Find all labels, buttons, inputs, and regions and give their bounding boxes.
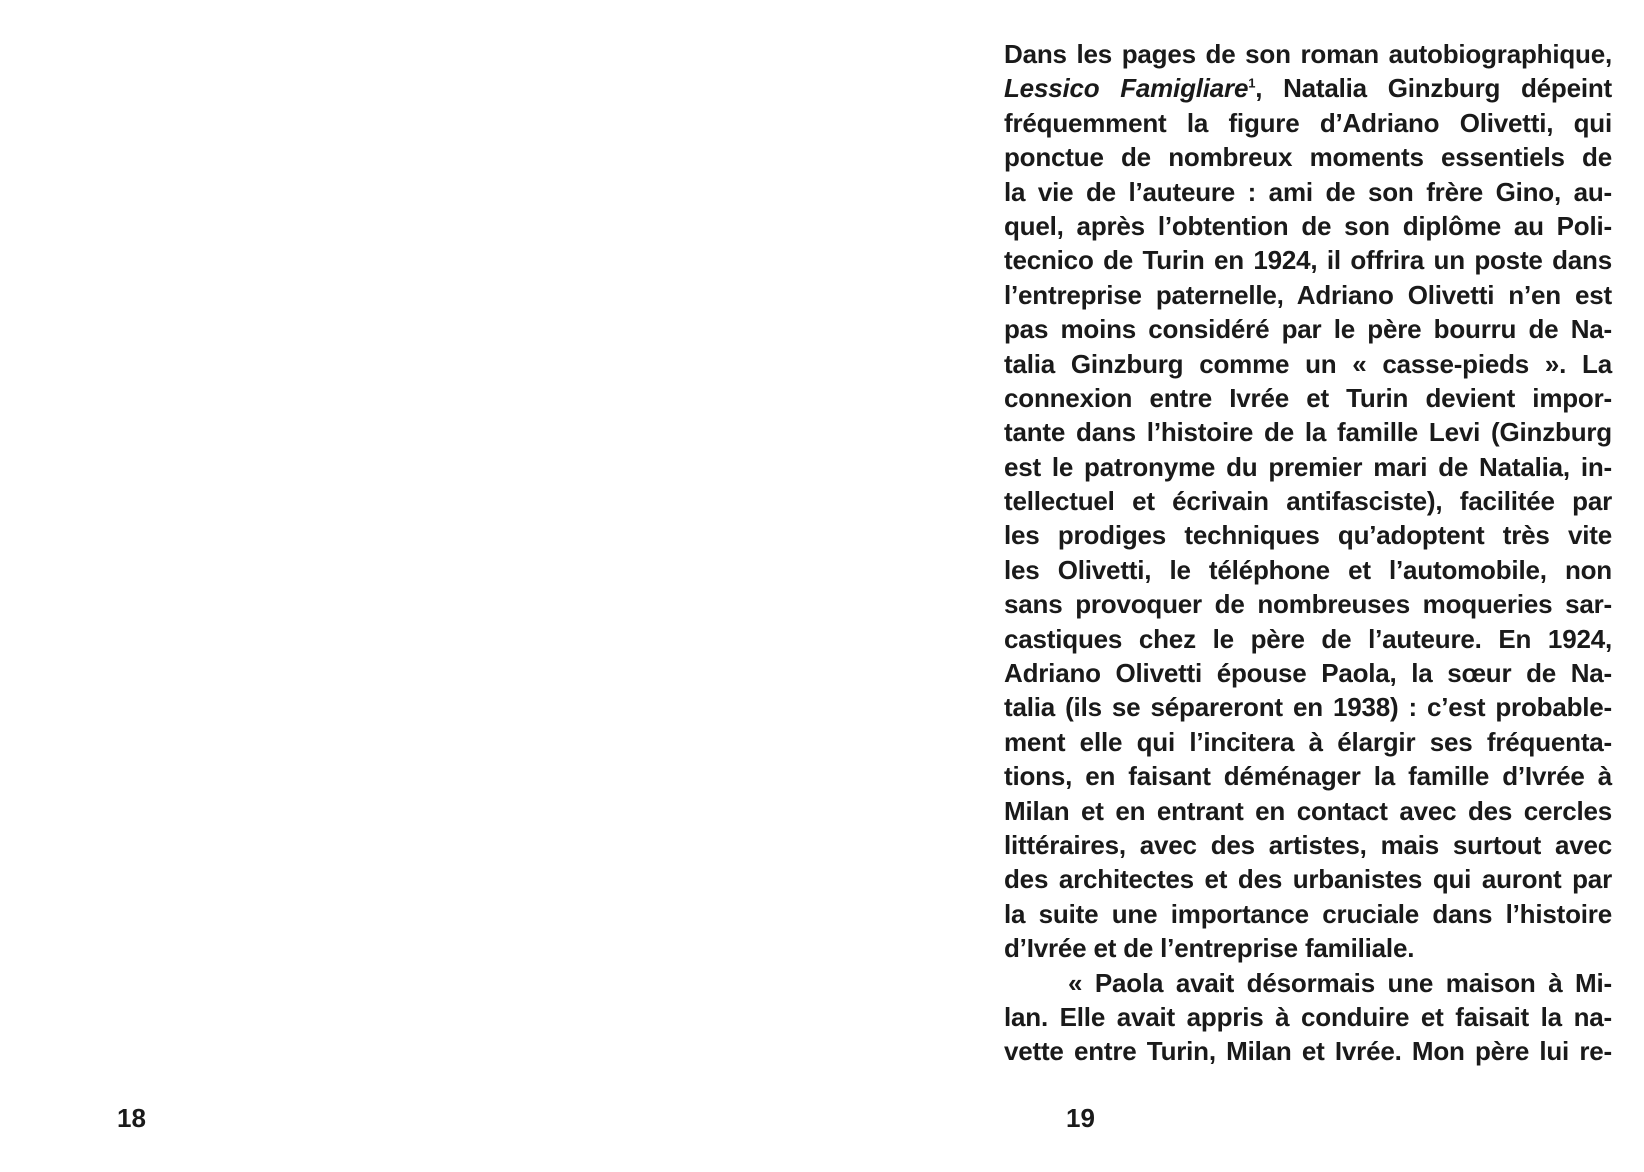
text-line: ment elle qui l’incitera à élargir ses fréquenta-	[1004, 726, 1612, 757]
paragraph-end-line: d’Ivrée et de l’entreprise familiale.	[1004, 933, 1415, 964]
text-line: les prodiges techniques qu’adoptent très vite	[1004, 520, 1612, 551]
text-line: des architectes et des urbanistes qui auront par	[1004, 864, 1612, 895]
text-line: pas moins considéré par le père bourru de Na-	[1004, 314, 1612, 345]
text-line: tions, en faisant déménager la famille d’Ivrée à	[1004, 761, 1612, 792]
text-line: sans provoquer de nombreuses moqueries sar-	[1004, 589, 1612, 620]
text-line: connexion entre Ivrée et Turin devient impor-	[1004, 382, 1612, 413]
text-line: talia Ginzburg comme un « casse-pieds ». La	[1004, 348, 1612, 379]
text-line: Dans les pages de son roman autobiographique,	[1004, 39, 1612, 69]
text-line: lan. Elle avait appris à conduire et faisait la na-	[1004, 1001, 1612, 1032]
text-line: fréquemment la figure d’Adriano Olivetti, qui	[1004, 107, 1612, 138]
page-number-right: 19	[1066, 1103, 1095, 1133]
text-line: ponctue de nombreux moments essentiels de	[1004, 142, 1612, 173]
book-title: Lessico Famigliare	[1004, 73, 1249, 104]
text-line: l’entreprise paternelle, Adriano Olivetti n’en est	[1004, 279, 1612, 310]
text-line: la vie de l’auteure : ami de son frère Gino, au-	[1004, 176, 1612, 207]
text-line: Adriano Olivetti épouse Paola, la sœur de Na-	[1004, 658, 1612, 689]
text-line: littéraires, avec des artistes, mais surtout avec	[1004, 829, 1612, 860]
text-line: tante dans l’histoire de la famille Levi (Ginzburg	[1004, 417, 1612, 448]
text-line: est le patronyme du premier mari de Natalia, in-	[1004, 451, 1612, 482]
quote-first-line: « Paola avait désormais une maison à Mi-	[1068, 967, 1612, 998]
text-line-remainder: , Natalia Ginzburg dépeint	[1255, 73, 1612, 104]
footnote-marker: 1	[1248, 75, 1256, 91]
text-line: tecnico de Turin en 1924, il offrira un poste dans	[1004, 245, 1612, 276]
text-line: Milan et en entrant en contact avec des cercles	[1004, 795, 1612, 826]
body-text	[1004, 37, 1612, 1069]
text-line: les Olivetti, le téléphone et l’automobile, non	[1004, 554, 1612, 585]
text-line: quel, après l’obtention de son diplôme au Poli-	[1004, 210, 1612, 241]
text-line: tellectuel et écrivain antifasciste), facilitée par	[1004, 486, 1612, 517]
right-page	[822, 0, 1644, 1172]
page-number-left: 18	[117, 1103, 146, 1133]
text-line: la suite une importance cruciale dans l’histoire	[1004, 898, 1612, 929]
text-line: vette entre Turin, Milan et Ivrée. Mon père lui re-	[1004, 1036, 1612, 1067]
text-line-with-title	[1004, 71, 1612, 105]
text-line: talia (ils se sépareront en 1938) : c’est probable-	[1004, 692, 1612, 723]
text-line: castiques chez le père de l’auteure. En 1924,	[1004, 623, 1612, 654]
